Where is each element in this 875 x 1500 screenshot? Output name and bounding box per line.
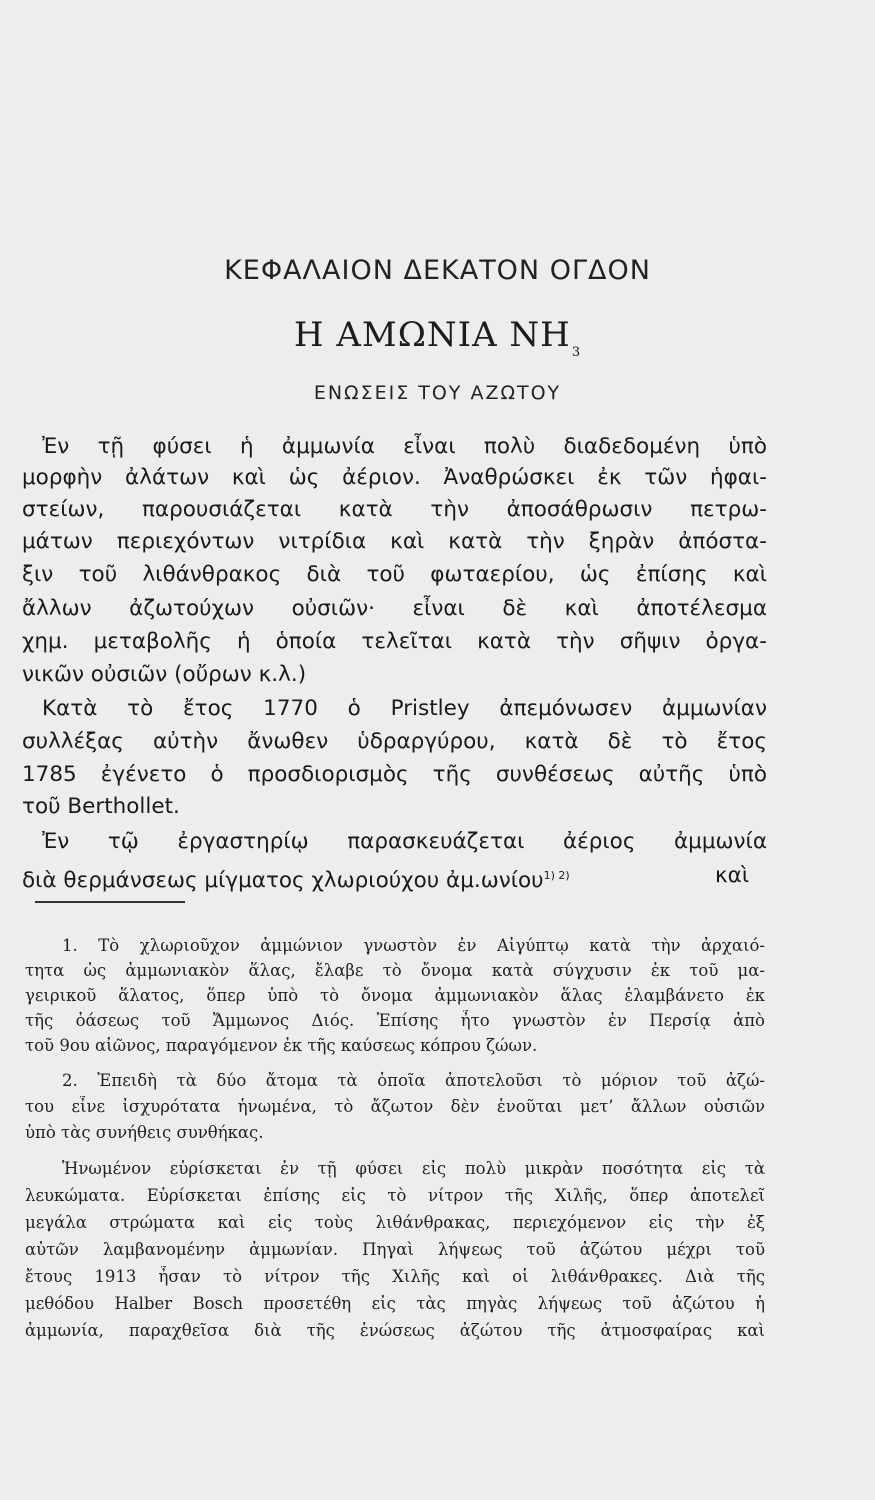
- footnote-line: λευκώματα. Εὑρίσκεται ἐπίσης εἰς τὸ νίτρον τῆς Χιλῆς, ὅπερ ἀποτελεῖ: [25, 1186, 765, 1205]
- body-line: νικῶν οὐσιῶν (οὔρων κ.λ.): [22, 662, 307, 687]
- chapter-title-text: Η ΑΜΩΝΙΑ ΝΗ: [293, 315, 571, 355]
- footnote-divider: [35, 901, 185, 903]
- footnote-line: μεγάλα στρώματα καὶ εἰς τοὺς λιθάνθρακας, περιεχόμενον εἰς τὴν ἐξ: [25, 1213, 765, 1232]
- chapter-title: [0, 315, 875, 360]
- body-line-end: καὶ: [715, 863, 750, 888]
- body-line: Ἐν τῇ φύσει ἡ ἀμμωνία εἶναι πολὺ διαδεδομένη ὑπὸ: [42, 434, 767, 459]
- footnote-line: γειρικοῦ ἅλατος, ὅπερ ὑπὸ τὸ ὄνομα ἀμμωνιακὸν ἅλας ἐλαμβάνετο ἐκ: [25, 986, 765, 1005]
- body-line: μάτων περιεχόντων νιτρίδια καὶ κατὰ τὴν ξηρὰν ἀπόστα-: [22, 529, 767, 554]
- footnote-line: τοῦ 9ου αἰῶνος, παραγόμενον ἐκ τῆς καύσεως κόπρου ζώων.: [25, 1036, 538, 1055]
- footnote-line: 2. Ἐπειδὴ τὰ δύο ἄτομα τὰ ὁποῖα ἀποτελοῦσι τὸ μόριον τοῦ ἀζώ-: [62, 1071, 765, 1090]
- footnote-line: ἔτους 1913 ἦσαν τὸ νίτρον τῆς Χιλῆς καὶ οἱ λιθάνθρακες. Διὰ τῆς: [25, 1267, 765, 1286]
- body-line: στείων, παρουσιάζεται κατὰ τὴν ἀποσάθρωσιν πετρω-: [22, 497, 767, 522]
- body-line: Ἐν τῷ ἐργαστηρίῳ παρασκευάζεται ἀέριος ἀμμωνία: [42, 829, 767, 854]
- footnote-ref: 1) 2): [543, 869, 570, 882]
- body-line: ξιν τοῦ λιθάνθρακος διὰ τοῦ φωταερίου, ὡς ἐπίσης καὶ: [22, 562, 767, 587]
- body-line: 1785 ἐγένετο ὁ προσδιορισμὸς τῆς συνθέσεως αὐτῆς ὑπὸ: [22, 762, 767, 787]
- chapter-heading: ΚΕΦΑΛΑΙΟΝ ΔΕΚΑΤΟΝ ΟΓΔΟΝ: [224, 255, 651, 286]
- footnote-line: Ἡνωμένον εὑρίσκεται ἐν τῇ φύσει εἰς πολὺ μικρὰν ποσότητα εἰς τὰ: [62, 1159, 765, 1178]
- footnote-line: μεθόδου Halber Bosch προσετέθη εἰς τὰς πηγὰς λήψεως τοῦ ἀζώτου ἡ: [25, 1294, 765, 1313]
- footnote-line: ὑπὸ τὰς συνήθεις συνθήκας.: [25, 1123, 264, 1142]
- body-line: ἄλλων ἀζωτούχων οὐσιῶν· εἶναι δὲ καὶ ἀποτέλεσμα: [22, 596, 767, 621]
- body-line: χημ. μεταβολῆς ἡ ὁποία τελεῖται κατὰ τὴν σῆψιν ὀργα-: [22, 629, 767, 654]
- footnote-line: ἀμμωνία, παραχθεῖσα διὰ τῆς ἑνώσεως ἀζώτου τῆς ἀτμοσφαίρας καὶ: [25, 1321, 765, 1340]
- body-line: [22, 861, 612, 896]
- footnote-line: 1. Τὸ χλωριοῦχον ἀμμώνιον γνωστὸν ἐν Αἰγύπτῳ κατὰ τὴν ἀρχαιό-: [62, 936, 765, 955]
- body-line-text: διὰ θερμάνσεως μίγματος χλωριούχου ἀμ.ωνίου: [22, 868, 544, 894]
- body-line: Κατὰ τὸ ἔτος 1770 ὁ Pristley ἀπεμόνωσεν ἀμμωνίαν: [42, 696, 767, 721]
- chapter-title-subscript: 3: [571, 345, 582, 360]
- body-line: τοῦ Berthollet.: [22, 794, 180, 819]
- section-subtitle: ΕΝΩΣΕΙΣ ΤΟΥ ΑΖΩΤΟΥ: [313, 382, 562, 404]
- footnote-line: του εἶνε ἰσχυρότατα ἡνωμένα, τὸ ἄζωτον δὲν ἑνοῦται μετ’ ἄλλων οὐσιῶν: [25, 1097, 765, 1116]
- body-line: μορφὴν ἀλάτων καὶ ὡς ἀέριον. Ἀναθρώσκει ἐκ τῶν ἡφαι-: [22, 465, 767, 490]
- footnote-line: αὐτῶν λαμβανομένην ἀμμωνίαν. Πηγαὶ λήψεως τοῦ ἀζώτου μέχρι τοῦ: [25, 1240, 765, 1259]
- body-line: συλλέξας αὐτὴν ἄνωθεν ὑδραργύρου, κατὰ δὲ τὸ ἔτος: [22, 729, 767, 754]
- footnote-line: τῆς ὀάσεως τοῦ Ἄμμωνος Διός. Ἐπίσης ἦτο γνωστὸν ἐν Περσίᾳ ἀπὸ: [25, 1011, 765, 1030]
- footnote-line: τητα ὡς ἀμμωνιακὸν ἅλας, ἔλαβε τὸ ὄνομα κατὰ σύγχυσιν ἐκ τοῦ μα-: [25, 961, 765, 980]
